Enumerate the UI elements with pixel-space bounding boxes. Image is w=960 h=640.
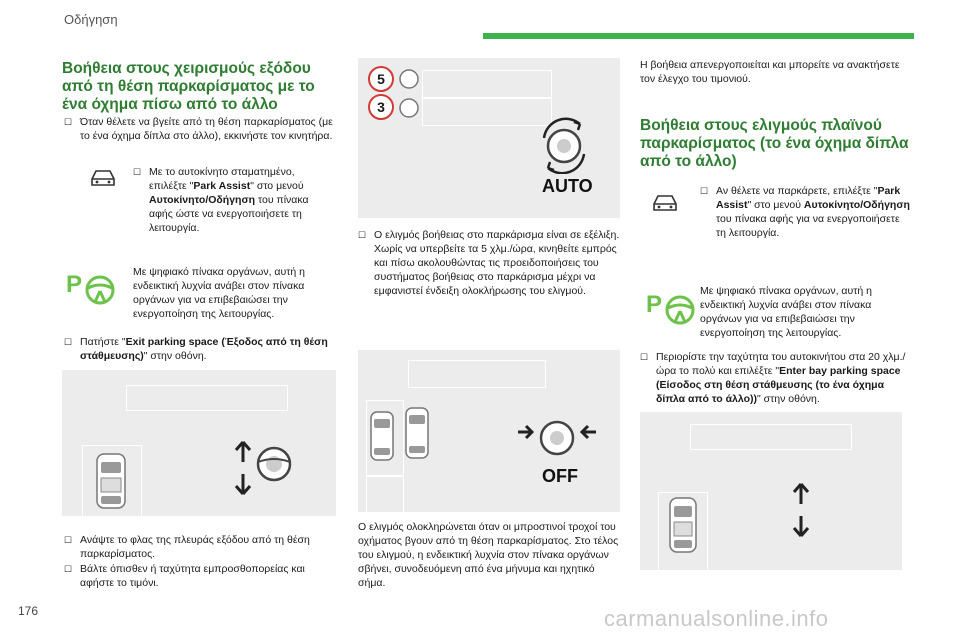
text-fragment: " στην οθόνη. <box>756 393 820 405</box>
watermark: carmanualsonline.info <box>604 606 829 631</box>
up-down-arrows-icon <box>230 440 256 496</box>
small-wheel-icons <box>394 66 424 122</box>
bay-parking-illustration <box>640 412 902 570</box>
bullet-marker: ☐ <box>640 352 649 362</box>
parking-slot <box>690 424 852 450</box>
maneuver-auto-illustration <box>358 58 620 218</box>
enter-bay-parking-label: Enter bay parking space (Είσοδος στη θέση στάθμευσης (το ένα όχημα δίπλα από το άλλο)) <box>656 365 901 405</box>
col3-car-note-text <box>716 184 910 240</box>
col3-limit-text <box>656 350 912 406</box>
col3-car-note <box>700 184 910 240</box>
section-accent-bar <box>483 33 914 39</box>
maneuver-off-illustration <box>358 350 620 512</box>
svg-text:P: P <box>646 291 663 318</box>
bullet-marker: ☐ <box>64 535 73 545</box>
text-fragment: Περιορίστε την ταχύτητα του αυτοκινήτου στα 20 χλμ./ώρα το πολύ και επιλέξτε " <box>656 351 906 377</box>
bullet-marker: ☐ <box>133 167 142 177</box>
text-fragment: Με το αυτοκίνητο σταματημένο, επιλέξτε " <box>149 166 295 192</box>
section-label: Οδήγηση <box>64 12 118 27</box>
parking-slot <box>408 360 546 388</box>
col1-bullet-after-1 <box>64 533 336 561</box>
bullet-marker: ☐ <box>700 186 709 196</box>
step-badge-3: 3 <box>368 94 394 120</box>
park-assist-label: Park Assist <box>716 185 901 211</box>
park-assist-indicator-icon <box>644 288 700 333</box>
car-exiting-icon <box>402 406 432 462</box>
col2-completion-paragraph: Ο ελιγμός ολοκληρώνεται όταν οι μπροστινοί τροχοί του οχήματος βγουν από τη θέση παρκαρίσματος. Στο τέλος του ελιγμού, η ενδεικτική λυχνία στον πίνακα οργάνων σβήνει, συνοδευόμενη από ένα μήνυμα και ηχητικό σήμα. <box>358 521 619 589</box>
text-fragment: Αν θέλετε να παρκάρετε, επιλέξτε " <box>716 185 878 197</box>
col1-car-note <box>133 165 333 235</box>
page-number: 176 <box>18 604 39 618</box>
car-top-view-icon <box>666 496 700 554</box>
parked-car-icon <box>368 410 396 462</box>
car-icon <box>88 167 118 194</box>
col1-bullet-1 <box>64 115 334 143</box>
col2-bullet-1-text: Ο ελιγμός βοήθειας στο παρκάρισμα είναι σε εξέλιξη. Χωρίς να υπερβείτε τα 5 χλμ./ώρα, κινηθείτε εμπρός και πίσω ακολουθώντας τις προειδοποιήσεις του συστήματος βοήθειας στο παρκάρισμα μέχρι να εμφανιστεί ένδειξη ολοκλήρωσης του ελιγμού. <box>374 229 620 297</box>
steering-wheel-icon <box>254 444 294 484</box>
text-fragment: " στην οθόνη. <box>143 350 207 362</box>
parking-slot <box>422 70 552 98</box>
exit-parking-label: Exit parking space (Έξοδος από τη θέση στάθμευσης) <box>80 336 328 362</box>
steering-wheel-off-icon <box>514 418 600 458</box>
text-fragment: του πίνακα αφής για να ενεργοποιήσετε τη λειτουργία. <box>716 213 900 239</box>
col1-indicator-note: Με ψηφιακό πίνακα οργάνων, αυτή η ενδεικτική λυχνία ανάβει στον πίνακα οργάνων για να επιβεβαιώσει την ενεργοποίηση της λειτουργίας. <box>133 266 305 320</box>
col1-bullet-after-2-text: Βάλτε όπισθεν ή ταχύτητα εμπροσθοπορείας και αφήστε το τιμόνι. <box>80 563 305 589</box>
col2-bullet-1 <box>358 228 620 298</box>
text-fragment: " στο μενού <box>250 180 304 192</box>
col1-car-note-text <box>149 165 333 235</box>
svg-text:P: P <box>66 271 83 298</box>
steering-wheel-rotating-icon <box>534 114 594 174</box>
col1-press-step <box>64 335 336 363</box>
parking-slot <box>422 98 552 126</box>
col1-bullet-after-1-text: Ανάψτε το φλας της πλευράς εξόδου από τη θέση παρκαρίσματος. <box>80 534 310 560</box>
bullet-marker: ☐ <box>64 117 73 127</box>
text-fragment: του πίνακα αφής ώστε να ενεργοποιήσετε τη λειτουργία. <box>149 194 309 234</box>
off-label: OFF <box>542 466 578 486</box>
col3-limit-step <box>640 350 912 406</box>
car-icon <box>650 192 680 219</box>
park-assist-indicator-icon <box>64 268 120 313</box>
col1-press-text <box>80 335 336 363</box>
bullet-marker: ☐ <box>358 230 367 240</box>
auto-label: AUTO <box>542 176 593 196</box>
col1-title: Βοήθεια στους χειρισμούς εξόδου από τη θέση παρκαρίσματος με το ένα όχημα πίσω από το άλλο <box>62 60 315 113</box>
text-fragment: Πατήστε " <box>80 336 126 348</box>
col1-bullet-after-2 <box>64 562 336 590</box>
car-top-view-icon <box>92 452 130 510</box>
col1-bullet-1-text: Όταν θέλετε να βγείτε από τη θέση παρκαρίσματος (με το ένα όχημα δίπλα στο άλλο), εκκινήστε τον κινητήρα. <box>80 116 333 142</box>
parking-slot <box>126 385 288 411</box>
menu-name: Αυτοκίνητο/Οδήγηση <box>803 199 910 211</box>
text-fragment: " στο μενού <box>747 199 804 211</box>
parking-slot <box>366 476 404 517</box>
bullet-marker: ☐ <box>64 337 73 347</box>
park-assist-label: Park Assist <box>193 180 251 192</box>
col3-title: Βοήθεια στους ελιγμούς πλαϊνού παρκαρίσματος (το ένα όχημα δίπλα από το άλλο) <box>640 117 909 170</box>
up-down-arrows-icon <box>788 482 814 538</box>
step-badge-5: 5 <box>368 66 394 92</box>
col3-indicator-note: Με ψηφιακό πίνακα οργάνων, αυτή η ενδεικτική λυχνία ανάβει στον πίνακα οργάνων για να επιβεβαιώσει την ενεργοποίηση της λειτουργίας. <box>700 285 872 339</box>
menu-name: Αυτοκίνητο/Οδήγηση <box>149 194 256 206</box>
col3-intro: Η βοήθεια απενεργοποιείται και μπορείτε να ανακτήσετε τον έλεγχο του τιμονιού. <box>640 59 900 85</box>
bullet-marker: ☐ <box>64 564 73 574</box>
exit-parking-illustration <box>62 370 336 516</box>
